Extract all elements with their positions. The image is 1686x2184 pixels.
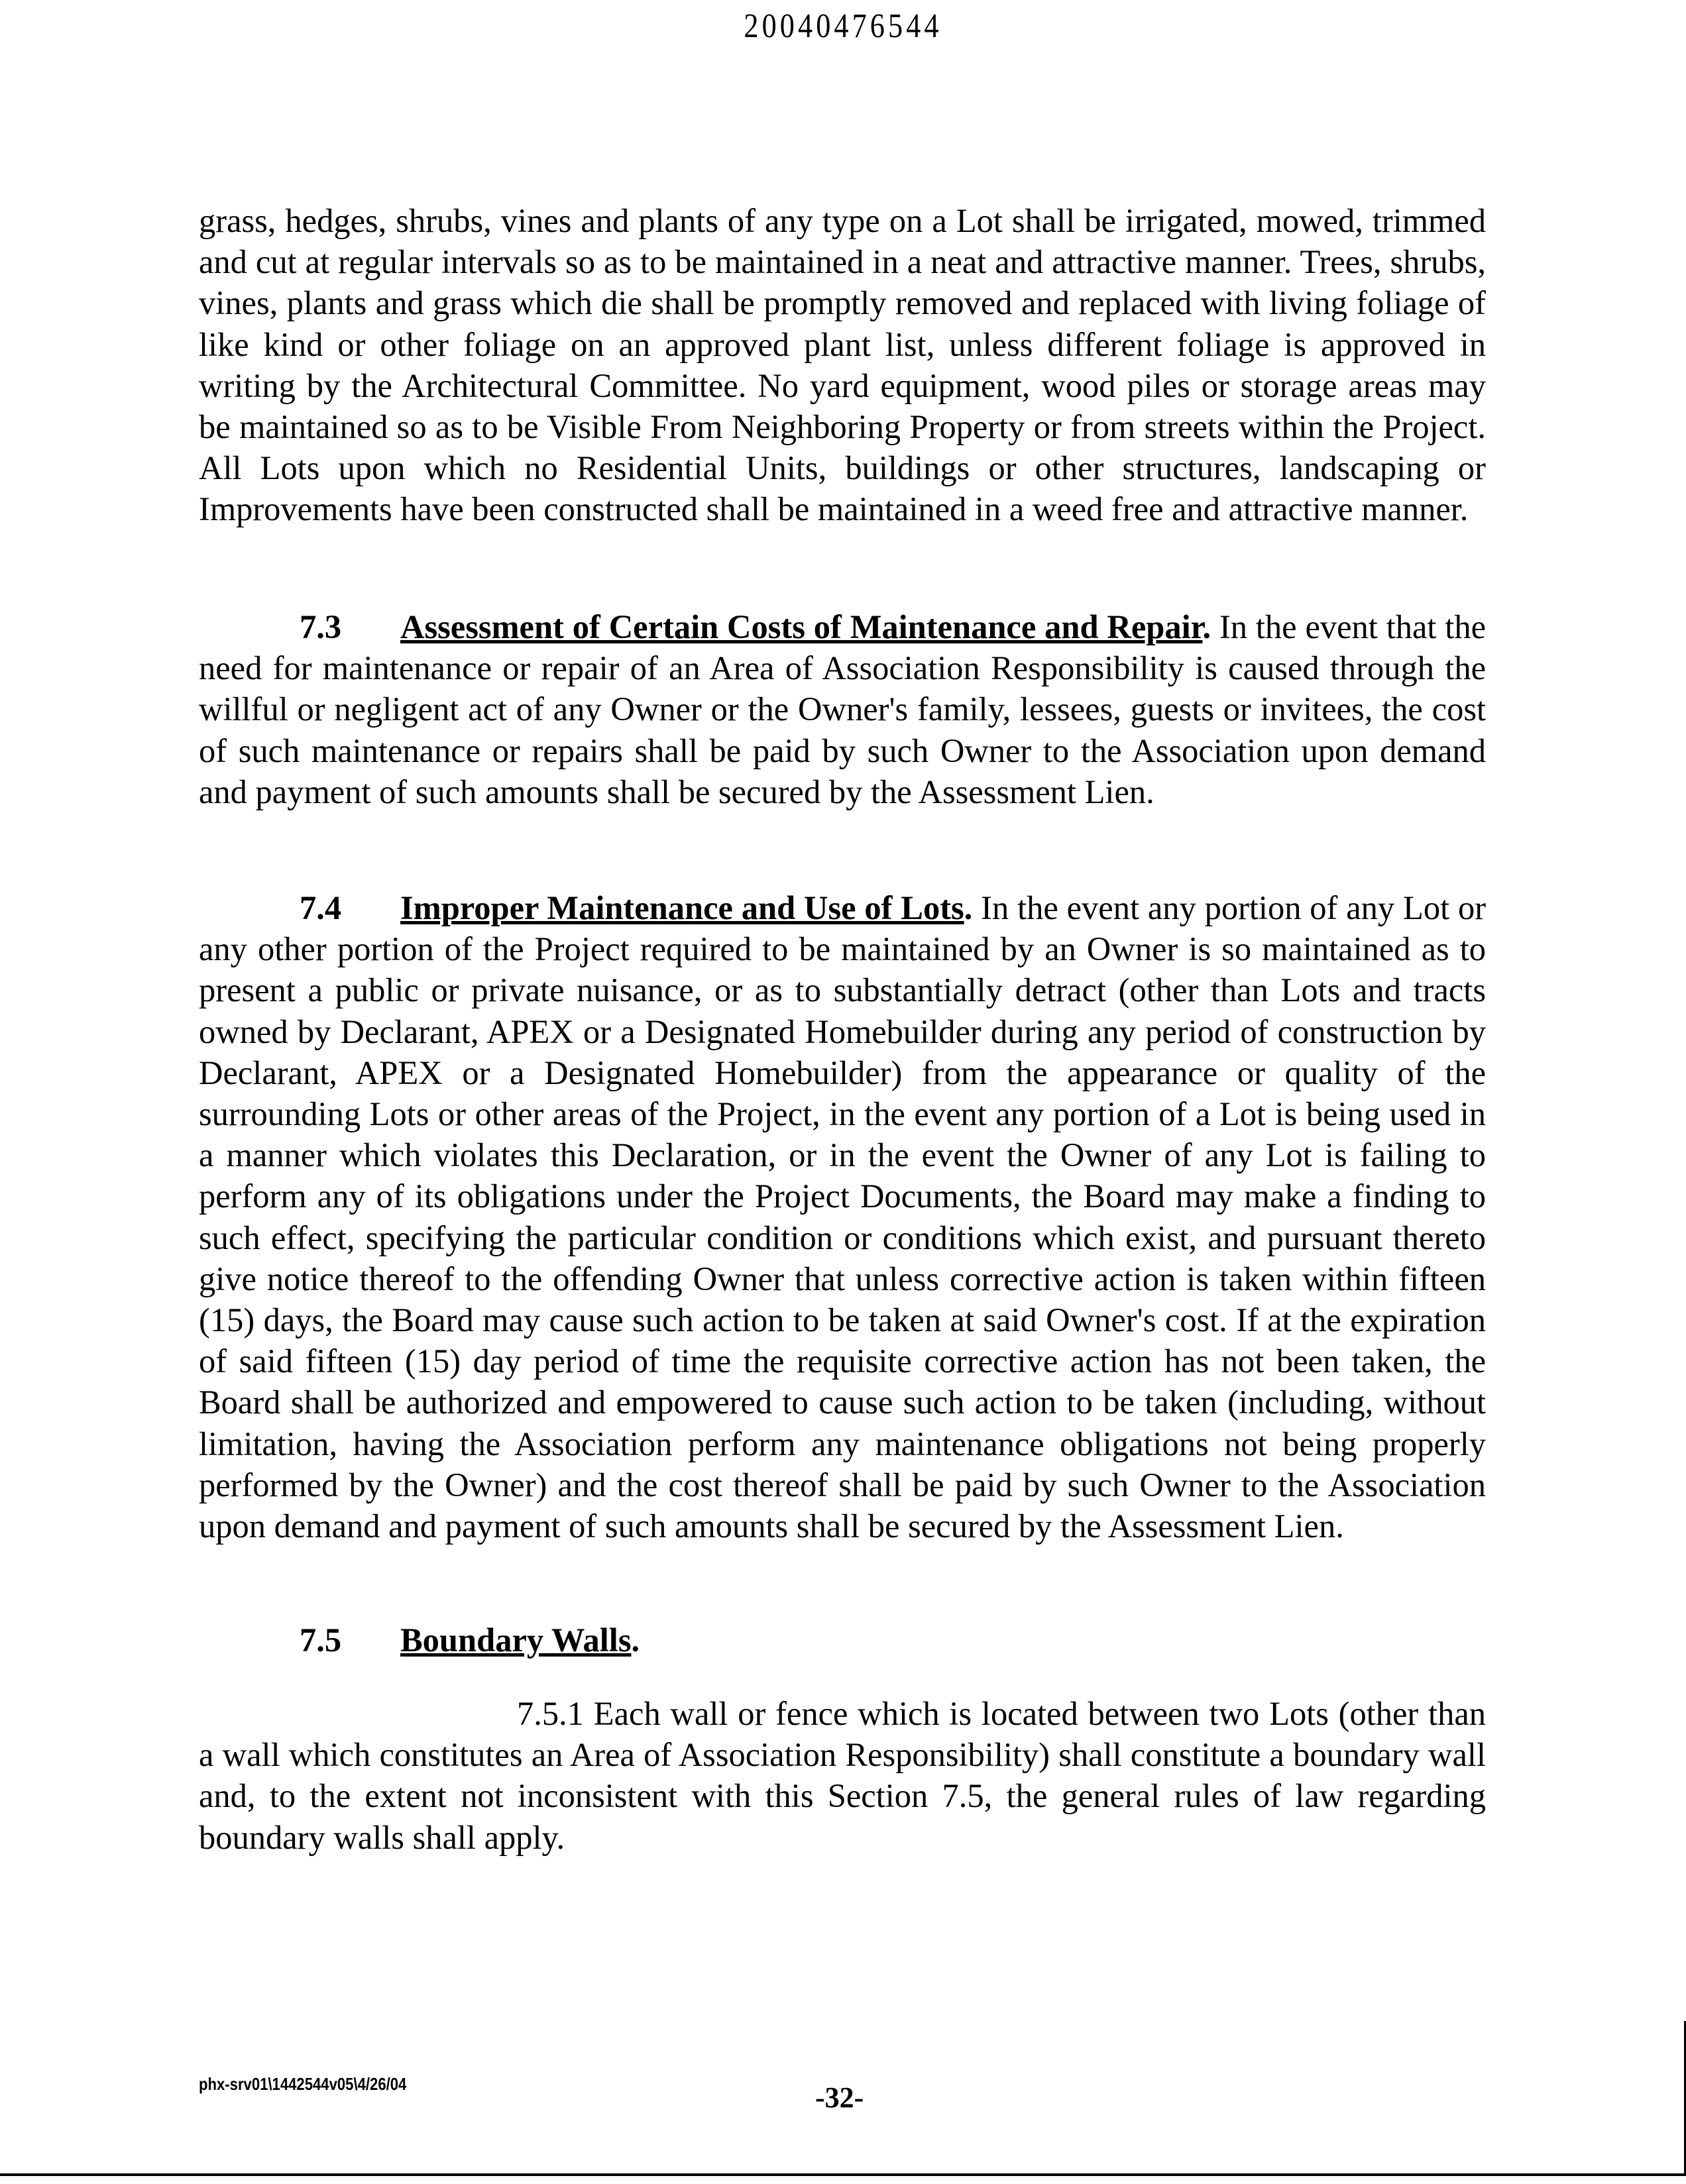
section-7-5-1 <box>199 1693 1486 1858</box>
page-number: -32- <box>815 2081 864 2114</box>
section-body: In the event any portion of any Lot or any other portion of the Project required to be maintained by an Owner is so maintained as to present a public or private nuisance, or as to substantially detract (other than Lots and tracts owned by Declarant, APEX or a Designated Homebuilder during any period of construction by Declarant, APEX or a Designated Homebuilder) from the appearance or quality of the surrounding Lots or other areas of the Project, in the event any portion of a Lot is being used in a manner which violates this Declaration, or in the event the Owner of any Lot is failing to perform any of its obligations under the Project Documents, the Board may make a finding to such effect, specifying the particular condition or conditions which exist, and pursuant thereto give notice thereof to the offending Owner that unless corrective action is taken within fifteen (15) days, the Board may cause such action to be taken at said Owner's cost. If at the expiration of said fifteen (15) day period of time the requisite corrective action has not been taken, the Board shall be authorized and empowered to cause such action to be taken (including, without limitation, having the Association perform any maintenance obligations not being properly performed by the Owner) and the cost thereof shall be paid by such Owner to the Association upon demand and payment of such amounts shall be secured by the Assessment Lien. <box>199 889 1487 1545</box>
section-7-3: 7.3 Assessment of Certain Costs of Maintenance and Repair. In the event that the need for maintenance or repair of an Area of Association Responsibility is caused through the willful or negligent act of any Owner or the Owner's family, lessees, guests or invitees, the cost of such maintenance or repairs shall be paid by such Owner to the Association upon demand and payment of such amounts shall be secured by the Assessment Lien. <box>199 606 1486 812</box>
section-body: In the event that the need for maintenance or repair of an Area of Association Responsibility is caused through the willful or negligent act of any Owner or the Owner's family, lessees, guests or invitees, the cost of such maintenance or repairs shall be paid by such Owner to the Association upon demand and payment of such amounts shall be secured by the Assessment Lien. <box>199 608 1487 810</box>
section-number: 7.3 <box>300 608 342 645</box>
section-7-5: 7.5 Boundary Walls. <box>199 1619 1486 1661</box>
bottom-rule <box>0 2173 1686 2176</box>
section-title: Improper Maintenance and Use of Lots <box>400 889 964 926</box>
section-7-4: 7.4 Improper Maintenance and Use of Lots. In the event any portion of any Lot or any other portion of the Project required to be maintained by an Owner is so maintained as to present a public or private nuisance, or as to substantially detract (other than Lots and tracts owned by Declarant, APEX or a Designated Homebuilder during any period of construction by Declarant, APEX or a Designated Homebuilder) from the appearance or quality of the surrounding Lots or other areas of the Project, in the event any portion of a Lot is being used in a manner which violates this Declaration, or in the event the Owner of any Lot is failing to perform any of its obligations under the Project Documents, the Board may make a finding to such effect, specifying the particular condition or conditions which exist, and pursuant thereto give notice thereof to the offending Owner that unless corrective action is taken within fifteen (15) days, the Board may cause such action to be taken at said Owner's cost. If at the expiration of said fifteen (15) day period of time the requisite corrective action has not been taken, the Board shall be authorized and empowered to cause such action to be taken (including, without limitation, having the Association perform any maintenance obligations not being properly performed by the Owner) and the cost thereof shall be paid by such Owner to the Association upon demand and payment of such amounts shall be secured by the Assessment Lien. <box>199 887 1486 1547</box>
paragraph-continued: grass, hedges, shrubs, vines and plants of any type on a Lot shall be irrigated, mowed, trimmed and cut at regular intervals so as to be maintained in a neat and attractive manner. Trees, shrubs, vines, plants and grass which die shall be promptly removed and replaced with living foliage of like kind or other foliage on an approved plant list, unless different foliage is approved in writing by the Architectural Committee. No yard equipment, wood piles or storage areas may be maintained so as to be Visible From Neighboring Property or from streets within the Project. All Lots upon which no Residential Units, buildings or other structures, landscaping or Improvements have been constructed shall be maintained in a weed free and attractive manner. <box>199 202 1486 528</box>
section-number: 7.5 <box>300 1621 342 1659</box>
subsection-body: 7.5.1 Each wall or fence which is located between two Lots (other than a wall which constitutes an Area of Association Responsibility) shall constitute a boundary wall and, to the extent not inconsistent with this Section 7.5, the general rules of law regarding boundary walls shall apply. <box>199 1695 1486 1856</box>
section-title: Assessment of Certain Costs of Maintenance and Repair <box>400 608 1203 645</box>
document-number: 20040476544 <box>744 7 942 45</box>
section-title: Boundary Walls <box>400 1621 632 1659</box>
section-number: 7.4 <box>300 889 342 926</box>
footer-doc-id: phx-srv01\1442544v05\4/26/04 <box>199 2074 407 2094</box>
